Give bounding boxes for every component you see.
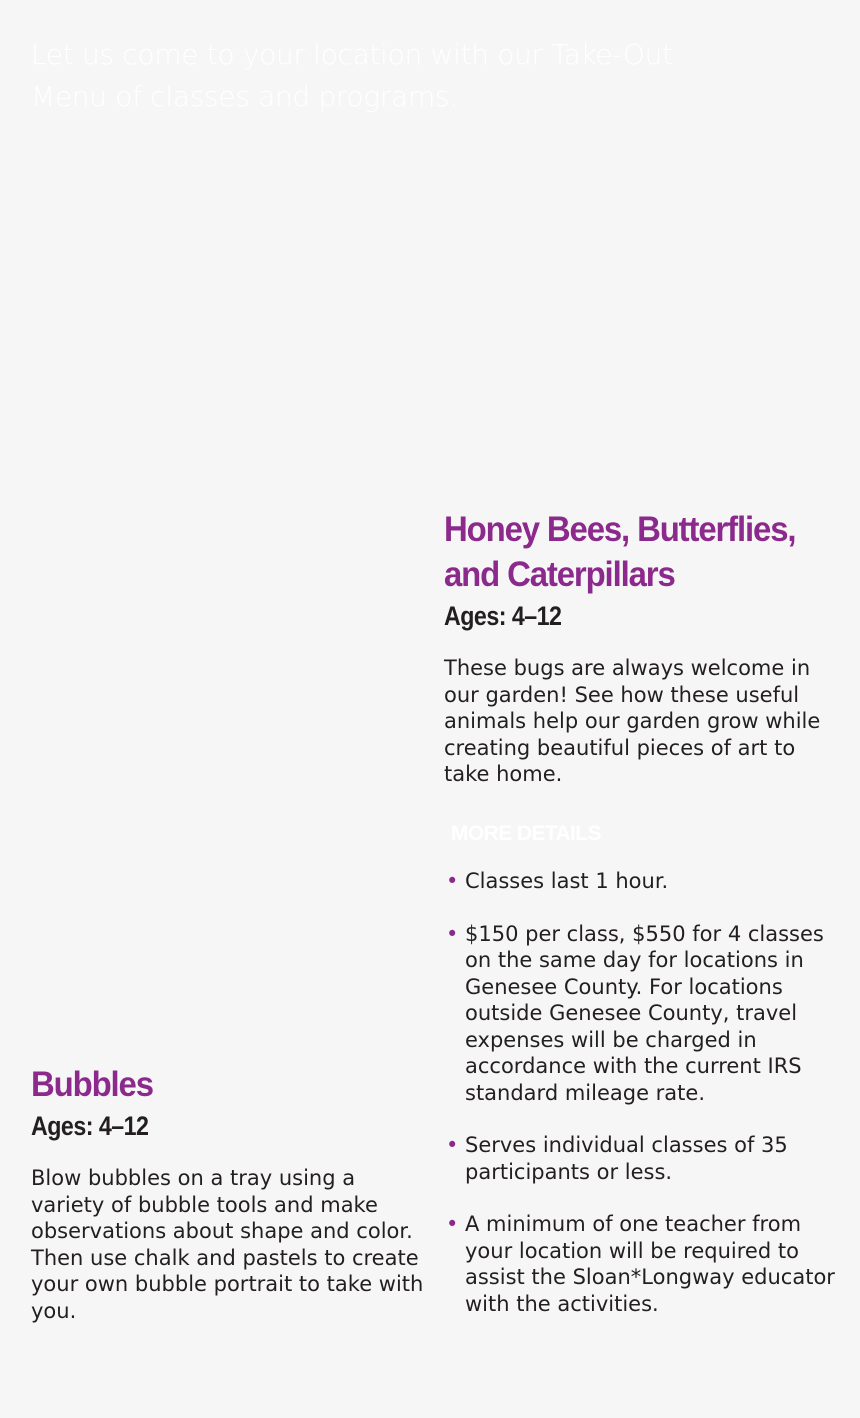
honey-bees-title-line1: Honey Bees, Butterflies, [444, 510, 796, 549]
honey-bees-section [444, 507, 840, 788]
intro-text: Let us come to your location with our Take-Out Menu of classes and programs. [31, 38, 673, 113]
list-item [444, 1211, 844, 1317]
honey-bees-title [444, 507, 816, 597]
more-details-heading: MORE DETAILS [451, 822, 601, 845]
bubbles-section [31, 1062, 426, 1324]
bubbles-ages: Ages: 4–12 [31, 1111, 149, 1141]
list-item [444, 1132, 844, 1185]
list-item-text: Classes last 1 hour. [465, 869, 669, 893]
list-item-text: A minimum of one teacher from your location will be required to assist the Sloan*Longway educator with the activities. [465, 1212, 835, 1316]
honey-bees-title-line2: and Caterpillars [444, 555, 675, 594]
bullet-icon: • [446, 869, 459, 893]
details-list [444, 868, 844, 1343]
honey-bees-description: These bugs are always welcome in our garden! See how these useful animals help our garden grow while creating beautiful pieces of art to take home. [444, 656, 821, 786]
list-item-text: $150 per class, $550 for 4 classes on the same day for locations in Genesee County. For locations outside Genesee County, travel expenses will be charged in accordance with the current IRS standard mileage rate. [465, 921, 824, 1105]
bubbles-title: Bubbles [31, 1065, 153, 1104]
bullet-icon: • [446, 1212, 459, 1236]
bullet-icon: • [446, 1133, 459, 1157]
bullet-icon: • [446, 921, 459, 946]
bubbles-description: Blow bubbles on a tray using a variety of bubble tools and make observations about shape and color. Then use chalk and pastels to create your own bubble portrait to take with you. [31, 1166, 424, 1323]
list-item-text: Serves individual classes of 35 participants or less. [465, 1133, 788, 1184]
list-item [444, 921, 844, 1107]
list-item [444, 868, 844, 895]
honey-bees-ages: Ages: 4–12 [444, 601, 562, 631]
